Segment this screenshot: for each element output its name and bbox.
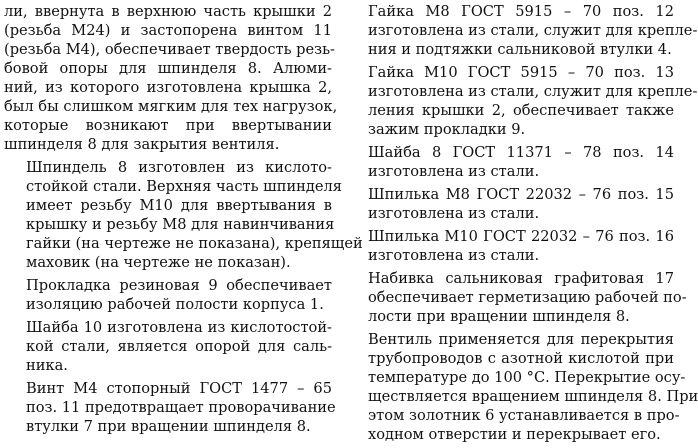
text-line: втулки 7 при вращении шпинделя 8. (26, 418, 311, 435)
text-line: Набивка сальниковая графитовая 17 (368, 270, 674, 287)
text-line: имеет резьбу М10 для ввертывания в (26, 197, 332, 214)
paragraph-nut-m8 (346, 2, 698, 59)
text-line: ществляется вращением шпинделя 8. При (368, 388, 698, 405)
paragraph-nut-m10 (346, 63, 698, 139)
paragraph-valve-usage (346, 330, 698, 444)
text-line: изготовлена из стали. (368, 247, 540, 264)
text-line: изоляцию рабочей полости корпуса 1. (26, 296, 324, 313)
text-line: этом золотник 6 устанавливается в про- (368, 407, 680, 424)
text-line: изготовлена из стали, служит для крепле- (368, 22, 698, 39)
text-line: Вентиль применяется для перекрытия (368, 331, 674, 348)
paragraph-screw-m4 (4, 379, 336, 436)
text-line: Прокладка резиновая 9 обеспечивает (26, 277, 332, 294)
paragraph-washer-10 (4, 318, 332, 375)
text-line: Шпилька М8 ГОСТ 22032 – 76 поз. 15 (368, 186, 674, 203)
text-line: трубопроводов с азотной кислотой при (368, 350, 674, 367)
paragraph-spindle (4, 158, 363, 272)
paragraph-washer-8 (346, 143, 674, 181)
text-line: зажим прокладки 9. (368, 121, 526, 138)
text-line: ний, из которого изготовлена крышка 2, (4, 79, 332, 96)
text-line: поз. 11 предотвращает проворачивание (26, 399, 336, 416)
text-line: (резьба М24) и застопорена винтом 11 (4, 22, 332, 39)
text-line: Шайба 10 изготовлена из кислотостой- (26, 319, 332, 336)
text-line: Винт М4 стопорный ГОСТ 1477 – 65 (26, 380, 332, 397)
text-line: Шайба 8 ГОСТ 11371 – 78 поз. 14 (368, 144, 674, 161)
paragraph-stud-m8 (346, 185, 674, 223)
left-column (4, 2, 363, 440)
paragraph-gasket (4, 276, 332, 314)
text-line: гайки (на чертеже не показана), крепящей (26, 235, 363, 252)
text-line: изготовлена из стали, служит для крепле- (368, 83, 698, 100)
text-line: изготовлена из стали. (368, 163, 540, 180)
text-line: стойкой стали. Верхняя часть шпинделя (26, 178, 342, 195)
text-line: изготовлена из стали. (368, 205, 540, 222)
text-line: ника. (26, 357, 68, 374)
text-line: кой стали, является опорой для саль- (26, 338, 332, 355)
text-line: маховик (на чертеже не показан). (26, 254, 291, 271)
text-line: Гайка М8 ГОСТ 5915 – 70 поз. 12 (368, 3, 674, 20)
text-line: (резьба М4), обеспечивает твердость резь- (4, 41, 335, 58)
text-line: лости при вращении шпинделя 8. (368, 308, 630, 325)
text-line: бовой опоры для шпинделя 8. Алюми- (4, 60, 332, 77)
text-line: был бы слишком мягким для тех нагрузок, (4, 98, 338, 115)
right-column (346, 2, 698, 448)
text-line: обеспечивает герметизацию рабочей по- (368, 289, 687, 306)
text-line: Шпиндель 8 изготовлен из кислото- (26, 159, 332, 176)
text-line: шпинделя 8 для закрытия вентиля. (4, 136, 280, 153)
paragraph-packing (346, 269, 687, 326)
text-line: Гайка М10 ГОСТ 5915 – 70 поз. 13 (368, 64, 674, 81)
text-line: ния и подтяжки сальниковой втулки 4. (368, 41, 672, 58)
text-line: ления крышки 2, обеспечивает также (368, 102, 674, 119)
text-line: которые возникают при ввертывании (4, 117, 332, 134)
text-line: Шпилька М10 ГОСТ 22032 – 76 поз. 16 (368, 228, 674, 245)
text-line: крышку и резьбу М8 для навинчивания (26, 216, 335, 233)
text-line: ходном отверстии и перекрывает его. (368, 426, 661, 443)
paragraph-continuation (4, 2, 338, 154)
paragraph-stud-m10 (346, 227, 674, 265)
text-line: температуре до 100 °С. Перекрытие осу- (368, 369, 686, 386)
text-line: ли, ввернута в верхнюю часть крышки 2 (4, 3, 332, 20)
